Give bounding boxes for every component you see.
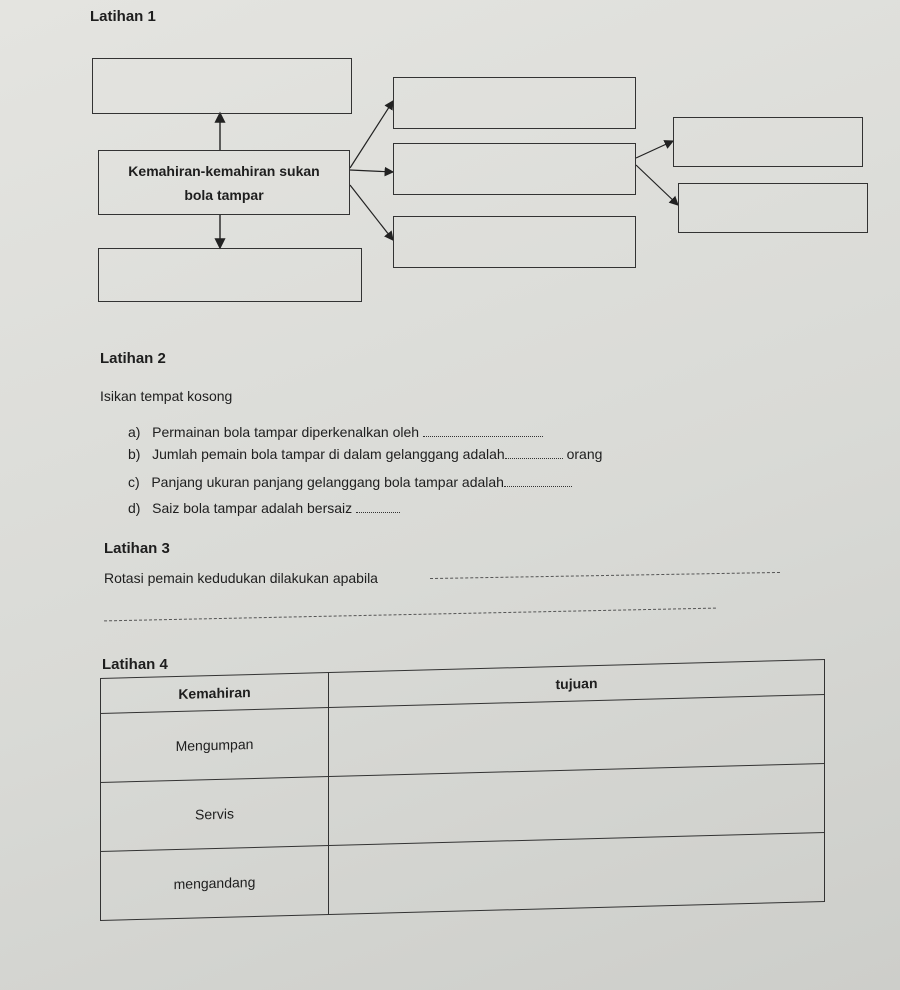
column-header-goal: tujuan [329, 660, 825, 708]
latihan3-heading: Latihan 3 [104, 540, 170, 557]
answer-blank[interactable] [356, 500, 400, 513]
question-label: b) [128, 446, 141, 462]
question-label: a) [128, 424, 141, 440]
arrow-right-middle [350, 170, 393, 172]
central-concept-line2: bola tampar [184, 186, 264, 203]
latihan3-question: Rotasi pemain kedudukan dilakukan apabila [104, 570, 378, 586]
column-header-skill: Kemahiran [101, 673, 329, 714]
central-concept-box [98, 150, 350, 215]
latihan4-table-wrap [100, 633, 825, 912]
arrow-branch-lower [636, 165, 678, 205]
answer-box-far-right-1[interactable] [673, 117, 863, 167]
question-label: c) [128, 474, 140, 490]
arrow-right-top [350, 101, 393, 168]
answer-box-right-2[interactable] [393, 143, 636, 195]
goal-cell[interactable] [329, 833, 825, 915]
goal-cell[interactable] [329, 764, 825, 846]
goal-cell[interactable] [329, 695, 825, 777]
latihan1-heading: Latihan 1 [90, 8, 156, 25]
question-text: Permainan bola tampar diperkenalkan oleh [152, 424, 420, 440]
answer-box-top[interactable] [92, 58, 352, 114]
latihan2-instruction: Isikan tempat kosong [100, 388, 233, 404]
question-suffix: orang [566, 446, 603, 462]
question-b [128, 446, 602, 462]
skill-cell: mengandang [101, 846, 329, 921]
question-d [128, 500, 400, 516]
question-c [128, 474, 572, 490]
answer-box-bottom[interactable] [98, 248, 362, 302]
answer-blank[interactable] [504, 474, 572, 487]
arrow-right-bottom [350, 185, 393, 240]
question-label: d) [128, 500, 141, 516]
answer-box-far-right-2[interactable] [678, 183, 868, 233]
question-a [128, 424, 543, 440]
answer-line-1[interactable] [430, 572, 780, 579]
question-text: Saiz bola tampar adalah bersaiz [152, 500, 353, 516]
skill-cell: Servis [101, 777, 329, 852]
answer-blank[interactable] [505, 446, 563, 459]
question-text: Jumlah pemain bola tampar di dalam gelanggang adalah [152, 446, 505, 462]
arrow-branch-upper [636, 141, 673, 158]
latihan4-heading: Latihan 4 [102, 656, 168, 673]
answer-box-right-1[interactable] [393, 77, 636, 129]
skills-table [100, 659, 825, 921]
answer-box-right-3[interactable] [393, 216, 636, 268]
latihan2-heading: Latihan 2 [100, 350, 166, 367]
answer-line-2[interactable] [104, 608, 716, 622]
question-text: Panjang ukuran panjang gelanggang bola tampar adalah [151, 474, 504, 490]
skill-cell: Mengumpan [101, 708, 329, 783]
central-concept-line1: Kemahiran-kemahiran sukan [128, 162, 320, 179]
answer-blank[interactable] [423, 424, 543, 437]
